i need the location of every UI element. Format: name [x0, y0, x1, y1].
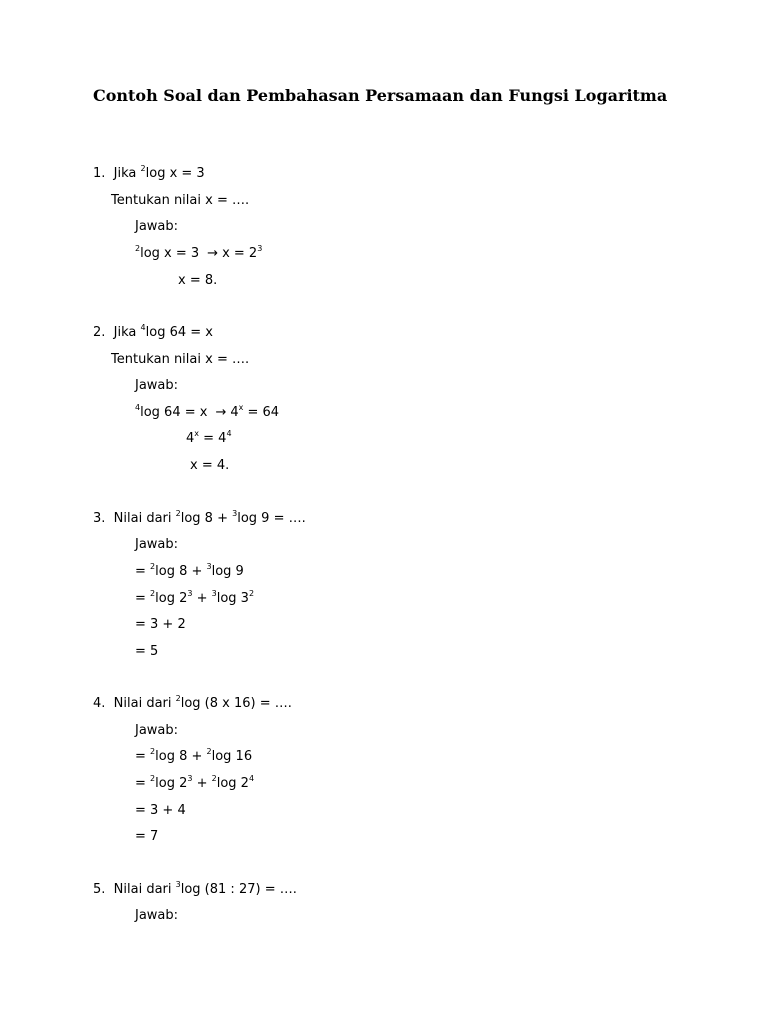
problem-3-step-3: = 3 + 2	[135, 617, 186, 632]
log-base: 3	[211, 589, 217, 598]
exponent: x	[238, 403, 244, 412]
question-text: Nilai dari	[113, 696, 176, 711]
step-text: log 8 +	[155, 749, 207, 764]
problem-3-answer-label: Jawab:	[135, 537, 179, 552]
exponent: 4	[248, 774, 255, 783]
log-base: 2	[140, 164, 146, 173]
log-base: 3	[206, 562, 212, 571]
step-text: log 8 +	[155, 564, 207, 579]
question-expression: log 64 = x	[145, 325, 213, 340]
log-base: 2	[211, 774, 217, 783]
log-base: 2	[206, 747, 212, 756]
log-base: 2	[150, 774, 156, 783]
problem-2-ask: Tentukan nilai x = ….	[111, 352, 250, 367]
problem-1-question	[93, 166, 205, 182]
step-text: = 4	[199, 431, 227, 446]
problem-1-step-2: x = 8.	[178, 273, 218, 288]
step-text: log 2	[155, 591, 188, 606]
question-expression: log x = 3	[145, 166, 205, 181]
document-title: Contoh Soal dan Pembahasan Persamaan dan Fungsi Logaritma	[93, 86, 668, 105]
problem-5-question	[93, 882, 297, 898]
arrow-right-icon: →	[207, 246, 219, 261]
problem-4-question	[93, 696, 292, 712]
step-text: =	[135, 776, 151, 791]
exponent: 4	[226, 429, 232, 438]
problem-1-answer-label: Jawab:	[135, 219, 179, 234]
step-text: log 64 = x	[140, 405, 208, 420]
problem-3-question	[93, 511, 306, 527]
problem-3-step-4: = 5	[135, 644, 159, 659]
problem-2-step-1	[135, 405, 279, 421]
problem-2-step-3: x = 4.	[190, 458, 230, 473]
problem-4-step-1	[135, 749, 252, 765]
question-expression: log (81 : 27) = ….	[180, 882, 297, 897]
log-base: 4	[140, 323, 146, 332]
problem-3-step-1	[135, 564, 244, 580]
step-text: log 9	[211, 564, 244, 579]
step-result: x = 2	[222, 246, 258, 261]
question-text: Jika	[113, 325, 141, 340]
step-text: =	[135, 564, 151, 579]
log-base: 2	[135, 244, 141, 253]
problem-number: 4.	[93, 696, 106, 711]
exponent: 3	[187, 774, 193, 783]
problem-number: 5.	[93, 882, 106, 897]
step-text: =	[135, 749, 151, 764]
question-text: Jika	[113, 166, 141, 181]
exponent: 3	[257, 244, 263, 253]
problem-number: 3.	[93, 511, 106, 526]
question-text: Nilai dari	[113, 511, 176, 526]
log-base: 4	[135, 403, 141, 412]
problem-2-question	[93, 325, 213, 341]
step-text: log 3	[216, 591, 249, 606]
problem-2-step-2	[186, 431, 232, 447]
problem-number: 2.	[93, 325, 106, 340]
problem-4-step-4: = 7	[135, 829, 159, 844]
step-text: =	[135, 591, 151, 606]
step-result: 4	[230, 405, 239, 420]
step-text: +	[192, 776, 212, 791]
problem-number: 1.	[93, 166, 106, 181]
problem-4-answer-label: Jawab:	[135, 723, 179, 738]
question-expression: log 8 +	[180, 511, 233, 526]
step-text: +	[192, 591, 212, 606]
problem-1-step-1	[135, 246, 262, 262]
problem-2-answer-label: Jawab:	[135, 378, 179, 393]
problem-4-step-2	[135, 776, 254, 792]
step-result: = 64	[243, 405, 280, 420]
step-text: log 16	[211, 749, 253, 764]
log-base: 2	[150, 562, 156, 571]
question-expression: log (8 x 16) = ….	[180, 696, 292, 711]
problem-1-ask: Tentukan nilai x = ….	[111, 193, 250, 208]
question-text: Nilai dari	[113, 882, 176, 897]
arrow-right-icon: →	[215, 405, 227, 420]
exponent: 2	[248, 589, 255, 598]
step-text: 4	[186, 431, 195, 446]
step-text: log 2	[216, 776, 249, 791]
problem-5-answer-label: Jawab:	[135, 908, 179, 923]
log-base: 2	[175, 509, 181, 518]
log-base: 2	[175, 694, 181, 703]
log-base: 3	[232, 509, 238, 518]
log-base: 2	[150, 589, 156, 598]
problem-4-step-3: = 3 + 4	[135, 803, 186, 818]
exponent: x	[194, 429, 200, 438]
log-base: 2	[150, 747, 156, 756]
problem-3-step-2	[135, 591, 254, 607]
step-text: log 2	[155, 776, 188, 791]
exponent: 3	[187, 589, 193, 598]
question-expression: log 9 = ….	[237, 511, 306, 526]
log-base: 3	[175, 880, 181, 889]
step-text: log x = 3	[140, 246, 200, 261]
